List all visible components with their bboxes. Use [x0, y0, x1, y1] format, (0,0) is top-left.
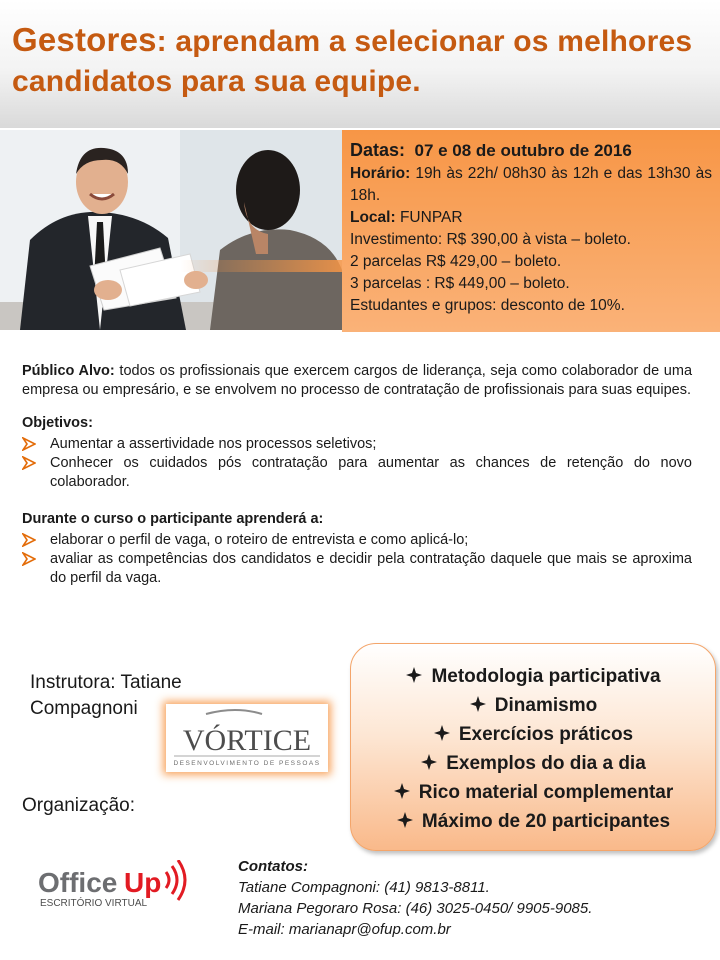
parcelas2-line: 2 parcelas R$ 429,00 – boleto. — [350, 253, 562, 270]
list-item — [22, 531, 692, 550]
diamond-bullet-icon — [393, 782, 411, 800]
publico-label: Público Alvo: — [22, 363, 115, 379]
horario-value: 19h às 22h/ 08h30 às 12h e das 13h30 às 18h. — [350, 165, 712, 204]
arrow-bullet-icon — [22, 437, 36, 451]
publico-text: todos os profissionais que exercem cargos de liderança, seja como colaborador de uma empresa ou empresário, e se envolvem no processo de contratação de profissionais para suas equipes. — [22, 363, 693, 398]
local-line — [350, 207, 712, 229]
curso-item-text: avaliar as competências dos candidatos e decidir pela contratação daquele que mais se aproxima do perfil da vaga. — [50, 551, 692, 586]
officeup-tagline: ESCRITÓRIO VIRTUAL — [40, 898, 148, 909]
feature-text: Metodologia participativa — [431, 666, 661, 687]
photo-accent-glow — [180, 260, 342, 272]
features-box — [350, 643, 716, 851]
horario-label: Horário: — [350, 165, 411, 182]
list-item — [22, 550, 692, 588]
contact-line: Tatiane Compagnoni: (41) 9813-8811. — [238, 879, 490, 896]
signal-wave-icon — [166, 872, 169, 888]
local-value: FUNPAR — [399, 209, 463, 226]
estudantes-line: Estudantes e grupos: desconto de 10%. — [350, 297, 625, 314]
horario-line — [350, 163, 712, 207]
feature-item — [351, 691, 715, 720]
list-item — [22, 454, 692, 492]
page-header — [0, 0, 720, 128]
title-line2: candidatos para sua equipe. — [12, 65, 421, 98]
dates-line — [350, 138, 712, 163]
organizacao-label: Organização: — [22, 795, 136, 816]
publico-alvo — [22, 362, 692, 400]
vortice-tagline: DESENVOLVIMENTO DE PESSOAS — [173, 760, 321, 767]
event-info-box — [342, 130, 720, 332]
arrow-bullet-icon — [22, 552, 36, 566]
interview-illustration — [0, 130, 342, 330]
feature-item — [351, 720, 715, 749]
diamond-bullet-icon — [405, 666, 423, 684]
objetivo-text: Aumentar a assertividade nos processos seletivos; — [50, 436, 377, 452]
vortice-logo-text: VÓRTICE — [182, 724, 312, 757]
objetivo-text: Conhecer os cuidados pós contratação para aumentar as chances de retenção do novo colaborador. — [50, 455, 692, 490]
feature-item — [351, 807, 715, 836]
feature-item — [351, 662, 715, 691]
instrutora: Instrutora: Tatiane Compagnoni — [30, 672, 182, 719]
curso-list — [22, 531, 692, 588]
officeup-office-text: Office — [38, 867, 118, 898]
dates-label: Datas: — [350, 140, 406, 160]
feature-item — [351, 749, 715, 778]
dates-value: 07 e 08 de outubro de 2016 — [414, 141, 632, 160]
feature-text: Exemplos do dia a dia — [446, 753, 646, 774]
contact-email: E-mail: marianapr@ofup.com.br — [238, 921, 451, 938]
feature-text: Máximo de 20 participantes — [421, 811, 671, 832]
diamond-bullet-icon — [433, 724, 451, 742]
list-item — [22, 435, 692, 454]
contacts — [238, 856, 592, 940]
objetivos-title: Objetivos: — [22, 415, 93, 431]
title-rest-line1: : aprendam a selecionar os melhores — [156, 25, 693, 58]
arrow-bullet-icon — [22, 456, 36, 470]
curso-title: Durante o curso o participante aprenderá a: — [22, 511, 324, 527]
local-label: Local: — [350, 209, 396, 226]
feature-text: Rico material complementar — [418, 782, 674, 803]
feature-item — [351, 778, 715, 807]
contacts-title: Contatos: — [238, 858, 308, 875]
diamond-bullet-icon — [420, 753, 438, 771]
page-title — [12, 20, 708, 102]
feature-text: Exercícios práticos — [458, 724, 634, 745]
contact-line: Mariana Pegoraro Rosa: (46) 3025-0450/ 9905-9085. — [238, 900, 593, 917]
officeup-logo — [38, 860, 198, 920]
arrow-bullet-icon — [22, 533, 36, 547]
diamond-bullet-icon — [469, 695, 487, 713]
interview-photo — [0, 130, 342, 330]
diamond-bullet-icon — [396, 811, 414, 829]
title-lead: Gestores — [12, 21, 157, 58]
vortice-logo — [166, 704, 328, 772]
objetivos-list — [22, 435, 692, 492]
vortice-logo-graphic — [166, 704, 328, 772]
parcelas3-line: 3 parcelas : R$ 449,00 – boleto. — [350, 275, 570, 292]
curso-item-text: elaborar o perfil de vaga, o roteiro de entrevista e como aplicá-lo; — [50, 532, 469, 548]
officeup-up-text: Up — [124, 867, 162, 898]
investimento-line: Investimento: R$ 390,00 à vista – boleto. — [350, 231, 631, 248]
feature-text: Dinamismo — [494, 695, 598, 716]
course-description — [22, 362, 692, 588]
officeup-logo-graphic — [38, 860, 198, 920]
